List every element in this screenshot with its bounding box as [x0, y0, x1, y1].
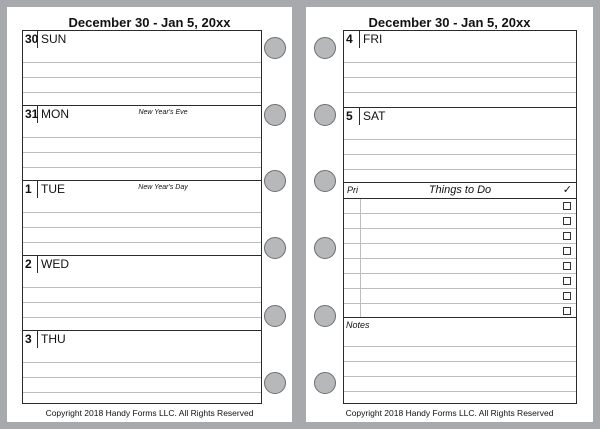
punch-hole-icon	[314, 237, 336, 259]
day-section-tue[interactable]	[23, 180, 261, 255]
day-name: MON	[41, 107, 69, 121]
copyright-footer: Copyright 2018 Handy Forms LLC. All Rights Reserved	[345, 408, 554, 418]
day-section-sat[interactable]	[344, 107, 576, 182]
day-number: 4	[344, 31, 360, 48]
holiday-note: New Year's Day	[138, 184, 188, 191]
checkbox-icon[interactable]	[563, 292, 571, 300]
day-name: WED	[41, 257, 69, 271]
priority-column	[360, 199, 361, 317]
ruled-lines	[23, 48, 261, 105]
ruled-lines	[23, 273, 261, 330]
checkbox-icon[interactable]	[563, 277, 571, 285]
ruled-lines	[344, 332, 576, 403]
day-grid	[22, 30, 262, 404]
page-title: December 30 - Jan 5, 20xx	[68, 15, 231, 30]
day-name: SAT	[363, 109, 386, 123]
punch-hole-icon	[264, 104, 286, 126]
day-section-wed[interactable]	[23, 255, 261, 330]
priority-label: Pri	[347, 185, 358, 195]
notes-label: Notes	[346, 320, 370, 330]
ruled-lines	[23, 348, 261, 403]
holiday-note: New Year's Eve	[138, 109, 188, 116]
right-page	[306, 7, 593, 422]
checkmark-icon: ✓	[562, 184, 572, 196]
todo-header	[344, 183, 576, 199]
day-number: 31	[25, 107, 39, 121]
punch-hole-icon	[264, 170, 286, 192]
day-number: 3	[23, 331, 38, 348]
punch-hole-icon	[314, 305, 336, 327]
day-name: SUN	[41, 32, 67, 46]
ruled-lines	[344, 48, 576, 107]
right-grid	[343, 30, 577, 404]
notes-section[interactable]	[344, 317, 576, 403]
ruled-lines	[23, 123, 261, 180]
punch-hole-icon	[314, 170, 336, 192]
day-number: 5	[344, 108, 360, 125]
checkbox-icon[interactable]	[563, 307, 571, 315]
day-number: 2	[23, 256, 38, 273]
punch-hole-icon	[314, 104, 336, 126]
day-name: TUE	[41, 182, 65, 196]
punch-hole-icon	[264, 372, 286, 394]
left-page	[7, 7, 292, 422]
day-section-fri[interactable]	[344, 31, 576, 107]
day-section-mon[interactable]	[23, 105, 261, 180]
checkbox-icon[interactable]	[563, 202, 571, 210]
day-name: FRI	[363, 32, 383, 46]
page-title: December 30 - Jan 5, 20xx	[368, 15, 531, 30]
checkbox-icon[interactable]	[563, 217, 571, 225]
checkbox-icon[interactable]	[563, 247, 571, 255]
day-number: 1	[23, 181, 38, 198]
punch-hole-icon	[264, 37, 286, 59]
todo-section[interactable]	[344, 182, 576, 317]
ruled-lines	[344, 125, 576, 182]
day-section-sun[interactable]	[23, 31, 261, 105]
day-section-thu[interactable]	[23, 330, 261, 403]
punch-hole-icon	[264, 305, 286, 327]
day-name: THU	[41, 332, 66, 346]
todo-title: Things to Do	[428, 184, 492, 196]
copyright-footer: Copyright 2018 Handy Forms LLC. All Rights Reserved	[45, 408, 254, 418]
punch-hole-icon	[314, 372, 336, 394]
checkbox-icon[interactable]	[563, 262, 571, 270]
day-number: 30	[25, 32, 39, 46]
checkbox-icon[interactable]	[563, 232, 571, 240]
ruled-lines	[344, 199, 576, 317]
punch-hole-icon	[314, 37, 336, 59]
punch-hole-icon	[264, 237, 286, 259]
ruled-lines	[23, 198, 261, 255]
